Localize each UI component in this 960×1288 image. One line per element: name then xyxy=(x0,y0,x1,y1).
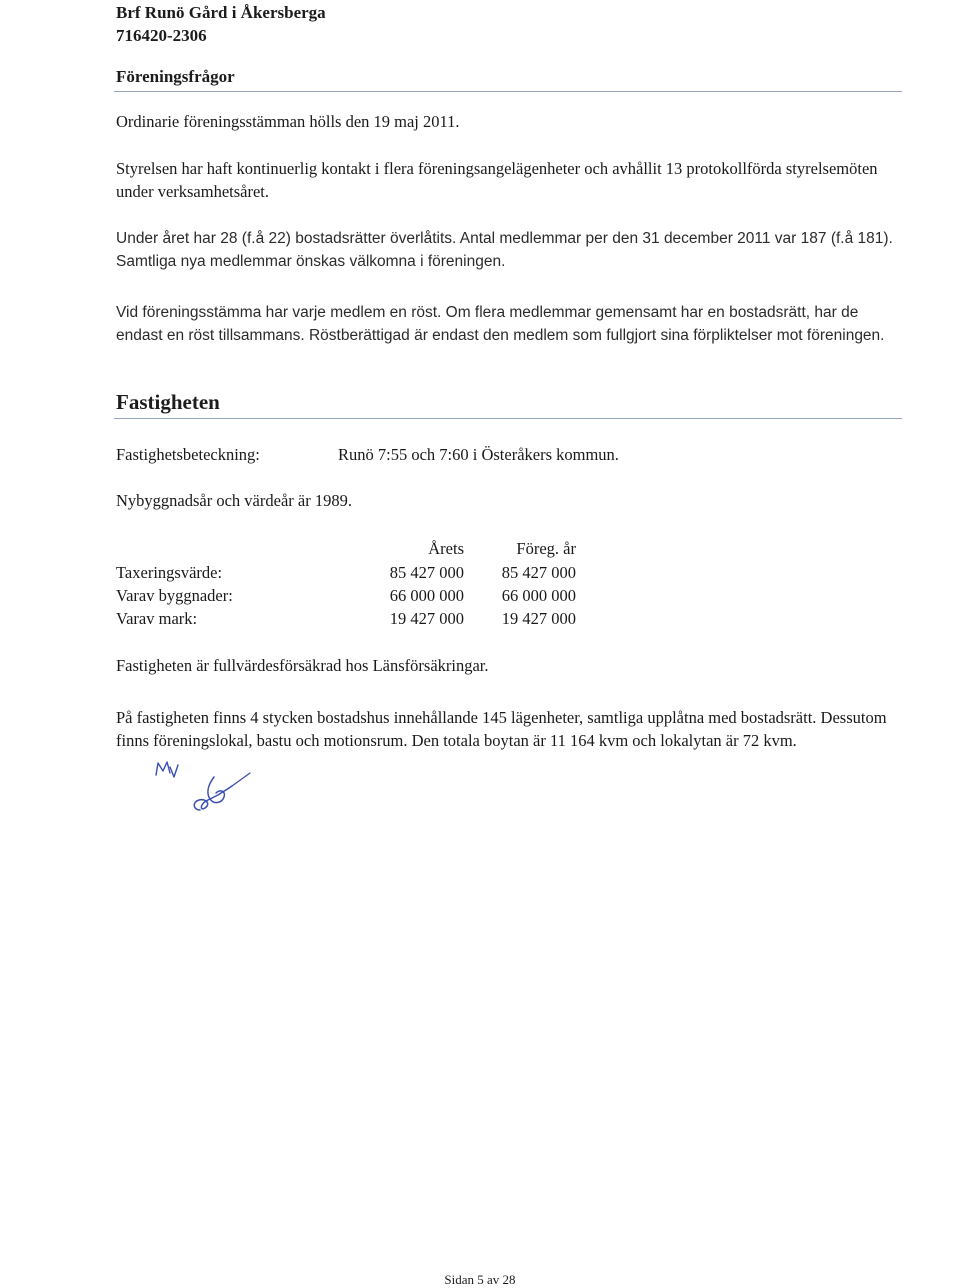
property-designation-label: Fastighetsbeteckning: xyxy=(116,445,260,464)
insurance-text: Fastigheten är fullvärdesförsäkrad hos Länsförsäkringar. xyxy=(116,656,489,675)
table-cell-current: 66 000 000 xyxy=(389,586,464,605)
table-cell-current: 19 427 000 xyxy=(389,609,464,628)
paragraph-board-meetings: Styrelsen har haft kontinuerlig kontakt i flera föreningsangelägenheter och avhållit 13 protokollförda styrelsemöten under verksamhetsåret. xyxy=(116,159,878,201)
page-number-footer: Sidan 5 av 28 xyxy=(444,1272,516,1287)
section-divider xyxy=(114,91,902,92)
paragraph-voting: Vid föreningsstämma har varje medlem en röst. Om flera medlemmar gemensamt har en bostadsrätt, har de endast en röst tillsammans. Röstberättigad är endast den medlem som fullgjort sina förpliktelser mot föreningen. xyxy=(116,304,885,344)
organization-number: 716420-2306 xyxy=(116,26,207,45)
table-cell-previous: 85 427 000 xyxy=(501,563,576,582)
table-row-label: Varav byggnader: xyxy=(116,586,233,605)
section-heading-association: Föreningsfrågor xyxy=(116,67,235,86)
paragraph-property-description: På fastigheten finns 4 stycken bostadshus innehållande 145 lägenheter, samtliga upplåtna med bostadsrätt. Dessutom finns föreningslokal, bastu och motionsrum. Den totala boytan är 11 164 kvm och lokalytan är 72 kvm. xyxy=(116,708,887,750)
table-cell-current: 85 427 000 xyxy=(389,563,464,582)
table-cell-previous: 19 427 000 xyxy=(501,609,576,628)
column-header-current-year: Årets xyxy=(428,539,464,558)
column-header-previous-year: Föreg. år xyxy=(516,539,576,558)
paragraph-transfers: Under året har 28 (f.å 22) bostadsrätter överlåtits. Antal medlemmar per den 31 december 2011 var 187 (f.å 181). Samtliga nya medlemmar önskas välkomna i föreningen. xyxy=(116,230,893,270)
paragraph-annual-meeting: Ordinarie föreningsstämman hölls den 19 maj 2011. xyxy=(116,112,460,131)
property-designation-value: Runö 7:55 och 7:60 i Österåkers kommun. xyxy=(338,445,619,464)
organization-name: Brf Runö Gård i Åkersberga xyxy=(116,3,326,22)
section-heading-property: Fastigheten xyxy=(116,390,220,414)
table-row-label: Taxeringsvärde: xyxy=(116,563,223,582)
table-cell-previous: 66 000 000 xyxy=(501,586,576,605)
build-year-text: Nybyggnadsår och värdeår är 1989. xyxy=(116,491,352,510)
table-row-label: Varav mark: xyxy=(116,609,198,628)
section-divider xyxy=(114,418,902,419)
handwritten-initials-signature xyxy=(148,755,258,825)
